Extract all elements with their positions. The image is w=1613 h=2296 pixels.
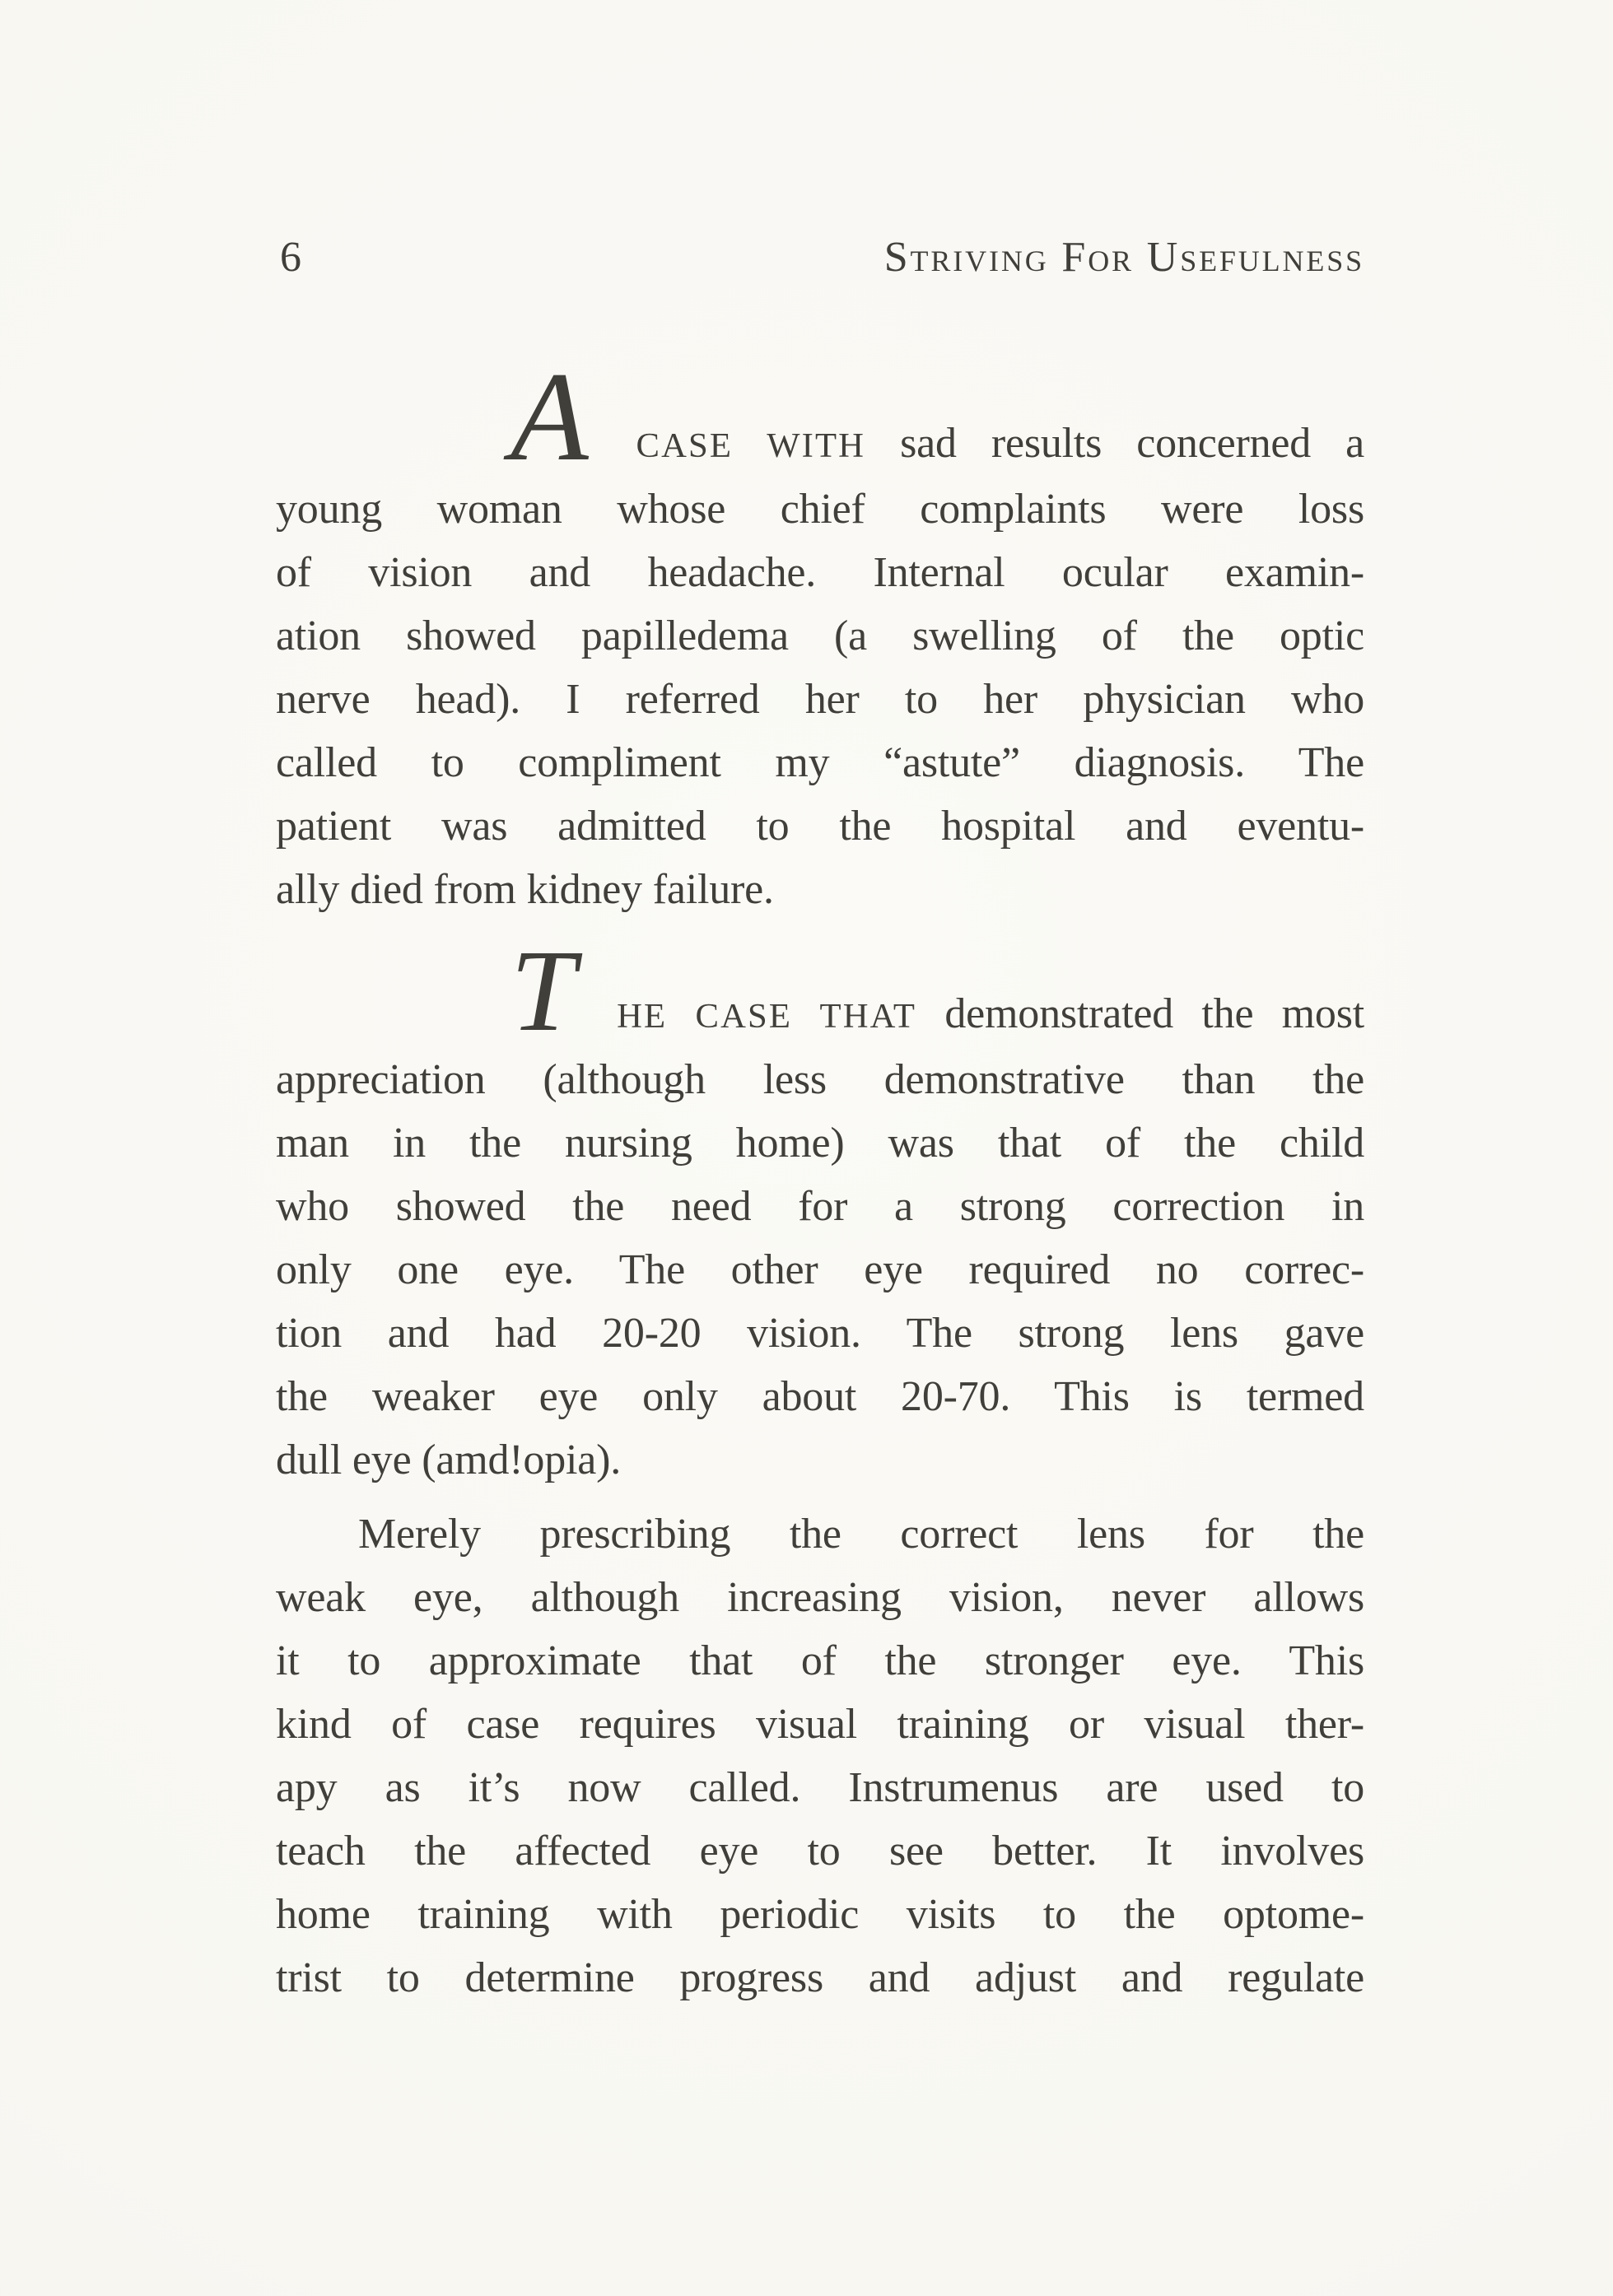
text-line: home training with periodic visits to the optome- bbox=[276, 1891, 1364, 1938]
small-caps-lead-in: CASE WITH bbox=[636, 426, 866, 465]
text-line: dull eye (amd!opia). bbox=[276, 1437, 622, 1483]
text-line: ally died from kidney failure. bbox=[276, 866, 774, 913]
text-line: called to compliment my “astute” diagnosis. The bbox=[276, 739, 1364, 786]
first-line-text: demonstrated the most bbox=[944, 990, 1364, 1037]
paragraph-merely-prescribing bbox=[276, 1502, 1364, 2010]
page-header bbox=[276, 226, 1364, 289]
text-line: man in the nursing home) was that of the child bbox=[276, 1120, 1364, 1167]
paragraph-case-sad-results bbox=[276, 346, 1364, 921]
text-line: tion and had 20-20 vision. The strong lens gave bbox=[276, 1310, 1364, 1357]
page-body-text bbox=[276, 346, 1364, 2010]
text-line bbox=[276, 346, 1364, 487]
text-line: nerve head). I referred her to her physician who bbox=[276, 676, 1364, 723]
text-line: Merely prescribing the correct lens for the bbox=[358, 1511, 1364, 1558]
text-line: of vision and headache. Internal ocular examin- bbox=[276, 549, 1364, 596]
text-line: ation showed papilledema (a swelling of the optic bbox=[276, 612, 1364, 659]
text-line: kind of case requires visual training or visual ther- bbox=[276, 1701, 1364, 1748]
paragraph-case-appreciation bbox=[276, 925, 1364, 1492]
running-header-title: Striving For Usefulness bbox=[883, 234, 1364, 281]
text-line: patient was admitted to the hospital and eventu- bbox=[276, 803, 1364, 850]
small-caps-lead-in: HE CASE THAT bbox=[617, 997, 916, 1036]
first-line-text: sad results concerned a bbox=[900, 420, 1364, 467]
text-line: teach the affected eye to see better. It involves bbox=[276, 1828, 1364, 1875]
page-number: 6 bbox=[280, 234, 301, 281]
text-line bbox=[276, 925, 1364, 1055]
drop-cap-a: A bbox=[510, 346, 589, 487]
text-line: the weaker eye only about 20-70. This is termed bbox=[276, 1373, 1364, 1420]
text-line: it to approximate that of the stronger eye. This bbox=[276, 1637, 1364, 1684]
text-line: weak eye, although increasing vision, never allows bbox=[276, 1574, 1364, 1621]
text-line: appreciation (although less demonstrative than the bbox=[276, 1056, 1364, 1103]
drop-cap-t: T bbox=[510, 925, 576, 1055]
text-line: trist to determine progress and adjust and regulate bbox=[276, 1954, 1364, 2001]
text-line: only one eye. The other eye required no correc- bbox=[276, 1246, 1364, 1293]
text-line: young woman whose chief complaints were loss bbox=[276, 486, 1364, 533]
text-line: apy as it’s now called. Instrumenus are used to bbox=[276, 1764, 1364, 1811]
text-line: who showed the need for a strong correction in bbox=[276, 1183, 1364, 1230]
